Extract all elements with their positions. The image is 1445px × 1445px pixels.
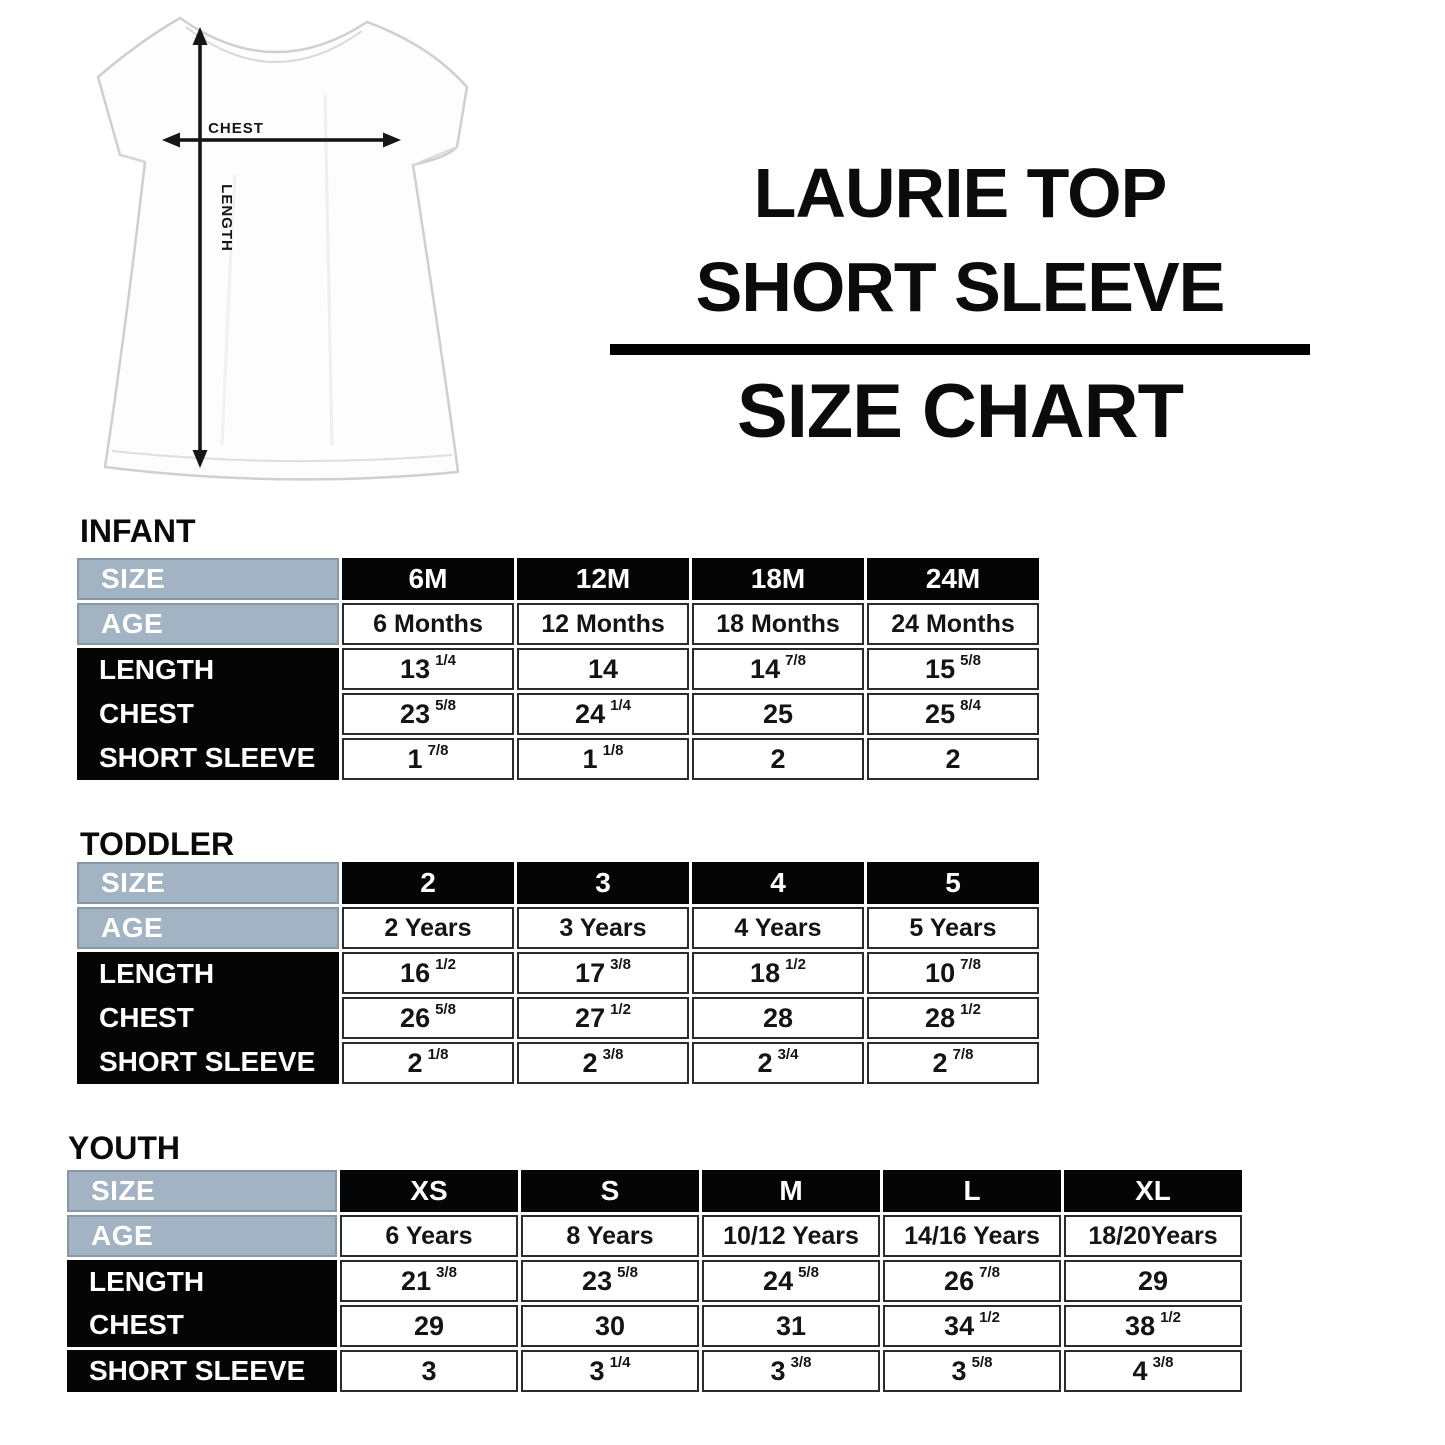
value-fraction: 1/4 xyxy=(610,696,631,714)
value-fraction: 1/2 xyxy=(960,1000,981,1018)
size-chart-heading: SIZE CHART xyxy=(737,369,1183,454)
value-number: 28 xyxy=(925,1002,956,1033)
size-header-cell: S xyxy=(521,1170,699,1212)
row-label-age: AGE xyxy=(77,603,339,645)
row-label-short-sleeve: SHORT SLEEVE xyxy=(99,1046,316,1077)
age-cell: 6 Months xyxy=(342,603,514,645)
size-header-cell: 12M xyxy=(517,558,689,600)
age-cell: 8 Years xyxy=(521,1215,699,1257)
shirt-graphic xyxy=(70,5,500,490)
value-number: 3 xyxy=(951,1355,967,1386)
product-title-line2: SHORT SLEEVE xyxy=(695,248,1225,326)
row-label-length: LENGTH xyxy=(89,1265,205,1297)
value-cell xyxy=(342,997,514,1039)
value-number: 3 xyxy=(421,1355,437,1386)
value-cell xyxy=(1064,1305,1242,1347)
section-title-toddler: TODDLER xyxy=(80,826,235,862)
value-fraction: 5/8 xyxy=(971,1353,993,1371)
value-number: 1 xyxy=(407,743,423,774)
value-fraction: 1/2 xyxy=(435,955,456,973)
value-number: 13 xyxy=(400,653,431,684)
value-cell xyxy=(340,1350,518,1392)
value-number: 31 xyxy=(775,1310,807,1341)
value-number: 2 xyxy=(932,1047,948,1078)
value-cell xyxy=(867,693,1039,735)
value-fraction: 5/8 xyxy=(798,1263,819,1281)
value-number: 25 xyxy=(925,698,956,729)
value-cell xyxy=(702,1350,880,1392)
value-cell xyxy=(340,1305,518,1347)
value-fraction: 5/8 xyxy=(960,651,981,669)
value-cell xyxy=(867,648,1039,690)
row-label-size: SIZE xyxy=(77,862,339,904)
value-cell xyxy=(521,1305,699,1347)
chest-measure-label: CHEST xyxy=(208,120,264,137)
value-cell xyxy=(517,1042,689,1084)
value-cell xyxy=(342,738,514,780)
measurement-label-block xyxy=(77,648,339,780)
value-fraction: 7/8 xyxy=(785,651,806,669)
value-cell xyxy=(867,997,1039,1039)
value-number: 4 xyxy=(1132,1355,1148,1386)
value-number: 25 xyxy=(762,698,794,729)
value-number: 2 xyxy=(945,743,961,774)
value-number: 3 xyxy=(589,1355,605,1386)
value-cell xyxy=(342,693,514,735)
size-header-cell: M xyxy=(702,1170,880,1212)
age-cell: 18/20Years xyxy=(1064,1215,1242,1257)
value-number: 14 xyxy=(587,653,619,684)
age-cell: 12 Months xyxy=(517,603,689,645)
section-title-youth: YOUTH xyxy=(68,1130,180,1166)
value-cell xyxy=(867,738,1039,780)
value-fraction: 7/8 xyxy=(952,1045,974,1063)
row-label-length: LENGTH xyxy=(99,654,215,685)
value-cell xyxy=(883,1305,1061,1347)
row-label-size: SIZE xyxy=(77,558,339,600)
value-fraction: 1/2 xyxy=(610,1000,631,1018)
value-cell xyxy=(340,1260,518,1302)
size-header-cell: 3 xyxy=(517,862,689,904)
value-cell xyxy=(883,1260,1061,1302)
length-measure-label: LENGTH xyxy=(218,184,235,252)
value-fraction: 3/8 xyxy=(610,955,631,973)
value-number: 15 xyxy=(925,653,956,684)
row-label-short-sleeve: SHORT SLEEVE xyxy=(99,742,316,773)
value-number: 17 xyxy=(575,957,606,988)
row-label-size: SIZE xyxy=(67,1170,337,1212)
value-number: 21 xyxy=(401,1265,432,1296)
value-cell xyxy=(692,952,864,994)
value-cell xyxy=(1064,1350,1242,1392)
value-number: 2 xyxy=(757,1047,773,1078)
value-cell xyxy=(342,1042,514,1084)
value-fraction: 5/8 xyxy=(435,696,456,714)
row-label-short-sleeve: SHORT SLEEVE xyxy=(89,1355,306,1386)
header xyxy=(605,146,1315,455)
row-label-chest: CHEST xyxy=(99,698,194,729)
value-number: 2 xyxy=(407,1047,423,1078)
size-table-toddler xyxy=(77,862,1039,1084)
value-number: 24 xyxy=(763,1265,794,1296)
value-cell xyxy=(692,997,864,1039)
value-number: 28 xyxy=(762,1002,794,1033)
value-fraction: 3/8 xyxy=(602,1045,624,1063)
age-cell: 10/12 Years xyxy=(702,1215,880,1257)
size-header-cell: 24M xyxy=(867,558,1039,600)
value-number: 10 xyxy=(925,957,956,988)
value-cell xyxy=(517,997,689,1039)
value-number: 18 xyxy=(750,957,781,988)
product-title-line1: LAURIE TOP xyxy=(753,154,1167,232)
value-fraction: 3/8 xyxy=(790,1353,812,1371)
size-header-cell: 5 xyxy=(867,862,1039,904)
value-fraction: 1/2 xyxy=(979,1308,1000,1326)
value-number: 2 xyxy=(770,743,786,774)
size-header-cell: 18M xyxy=(692,558,864,600)
size-table-infant xyxy=(77,558,1039,780)
shirt-illustration xyxy=(70,5,500,490)
value-cell xyxy=(517,952,689,994)
value-cell xyxy=(702,1305,880,1347)
title-divider xyxy=(610,344,1310,355)
value-cell xyxy=(521,1260,699,1302)
value-number: 14 xyxy=(750,653,781,684)
row-label-chest: CHEST xyxy=(99,1002,194,1033)
age-cell: 5 Years xyxy=(867,907,1039,949)
value-fraction: 3/8 xyxy=(1152,1353,1174,1371)
size-header-cell: L xyxy=(883,1170,1061,1212)
value-number: 3 xyxy=(770,1355,786,1386)
value-cell xyxy=(692,648,864,690)
value-number: 1 xyxy=(582,743,598,774)
value-cell xyxy=(692,738,864,780)
value-fraction: 1/8 xyxy=(427,1045,449,1063)
size-header-cell: 4 xyxy=(692,862,864,904)
measurement-label-block xyxy=(77,952,339,1084)
value-cell xyxy=(521,1350,699,1392)
row-label-age: AGE xyxy=(67,1215,337,1257)
shirt-body xyxy=(98,18,467,479)
value-cell xyxy=(867,952,1039,994)
value-number: 23 xyxy=(400,698,431,729)
age-cell: 24 Months xyxy=(867,603,1039,645)
age-cell: 2 Years xyxy=(342,907,514,949)
value-cell xyxy=(867,1042,1039,1084)
size-header-cell: 2 xyxy=(342,862,514,904)
value-cell xyxy=(883,1350,1061,1392)
value-fraction: 3/8 xyxy=(436,1263,457,1281)
value-number: 34 xyxy=(944,1310,975,1341)
row-label-chest: CHEST xyxy=(89,1309,184,1341)
value-fraction: 7/8 xyxy=(427,741,449,759)
value-cell xyxy=(517,738,689,780)
age-cell: 6 Years xyxy=(340,1215,518,1257)
value-cell xyxy=(342,648,514,690)
value-cell xyxy=(702,1260,880,1302)
value-fraction: 3/4 xyxy=(777,1045,799,1063)
value-fraction: 1/4 xyxy=(435,651,456,669)
value-number: 26 xyxy=(400,1002,431,1033)
measurement-label-block xyxy=(67,1350,337,1392)
value-number: 29 xyxy=(413,1310,445,1341)
value-number: 24 xyxy=(575,698,606,729)
value-cell xyxy=(342,952,514,994)
value-cell xyxy=(517,648,689,690)
size-header-cell: 6M xyxy=(342,558,514,600)
value-fraction: 7/8 xyxy=(979,1263,1000,1281)
value-number: 26 xyxy=(944,1265,975,1296)
size-header-cell: XL xyxy=(1064,1170,1242,1212)
value-cell xyxy=(692,1042,864,1084)
value-number: 16 xyxy=(400,957,431,988)
value-fraction: 1/2 xyxy=(785,955,806,973)
value-number: 29 xyxy=(1137,1265,1169,1296)
value-fraction: 8/4 xyxy=(960,696,981,714)
value-fraction: 7/8 xyxy=(960,955,981,973)
age-cell: 4 Years xyxy=(692,907,864,949)
age-cell: 14/16 Years xyxy=(883,1215,1061,1257)
value-fraction: 5/8 xyxy=(617,1263,638,1281)
size-header-cell: XS xyxy=(340,1170,518,1212)
value-fraction: 5/8 xyxy=(435,1000,456,1018)
value-fraction: 1/4 xyxy=(609,1353,631,1371)
value-number: 38 xyxy=(1125,1310,1156,1341)
value-fraction: 1/2 xyxy=(1160,1308,1181,1326)
size-table-youth xyxy=(67,1170,1242,1392)
section-title-infant: INFANT xyxy=(80,513,196,549)
row-label-age: AGE xyxy=(77,907,339,949)
measurement-label-block xyxy=(67,1260,337,1347)
value-cell xyxy=(692,693,864,735)
age-cell: 3 Years xyxy=(517,907,689,949)
value-fraction: 1/8 xyxy=(602,741,624,759)
value-cell xyxy=(517,693,689,735)
value-number: 27 xyxy=(575,1002,606,1033)
age-cell: 18 Months xyxy=(692,603,864,645)
value-number: 2 xyxy=(582,1047,598,1078)
row-label-length: LENGTH xyxy=(99,958,215,989)
value-cell xyxy=(1064,1260,1242,1302)
value-number: 30 xyxy=(594,1310,626,1341)
value-number: 23 xyxy=(582,1265,613,1296)
